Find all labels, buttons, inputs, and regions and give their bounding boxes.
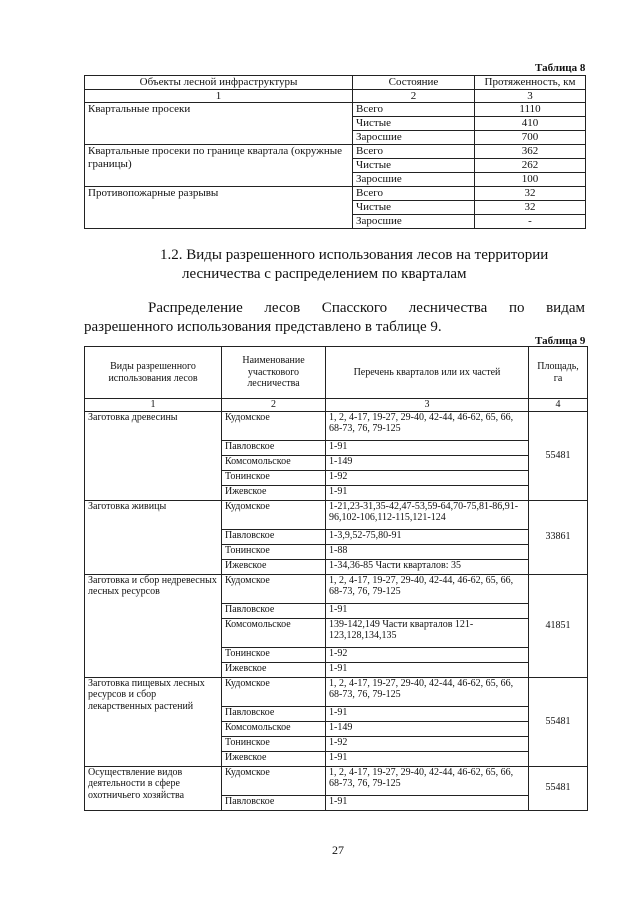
table9-forestry-cell: Комсомольское	[222, 618, 326, 647]
table9-row	[85, 411, 588, 440]
table9-quarters-cell: 1-88	[326, 544, 529, 559]
table8-state-cell: Заросшие	[353, 173, 475, 187]
table9-row	[85, 677, 588, 706]
table8-length-cell: 700	[475, 131, 586, 145]
table8-number-row	[85, 89, 586, 103]
table9-quarters-cell: 1-3,9,52-75,80-91	[326, 529, 529, 544]
table9-forestry-cell: Кудомское	[222, 574, 326, 603]
table9-forestry-cell: Ижевское	[222, 662, 326, 677]
table9-forestry-cell: Комсомольское	[222, 455, 326, 470]
table9-quarters-cell: 1-92	[326, 470, 529, 485]
table9-forestry-cell: Ижевское	[222, 559, 326, 574]
table9-use-cell: Осуществление видов деятельности в сфере охотничьего хозяйства	[85, 766, 222, 810]
table8-row	[85, 187, 586, 201]
table9-header-cell: Наименование участкового лесничества	[222, 347, 326, 399]
table9-use-cell: Заготовка пищевых лесных ресурсов и сбор лекарственных растений	[85, 677, 222, 766]
table8-state-cell: Чистые	[353, 117, 475, 131]
table9-forestry-cell: Тонинское	[222, 544, 326, 559]
table8-length-cell: 32	[475, 201, 586, 215]
table8-state-cell: Всего	[353, 103, 475, 117]
table9-quarters-cell: 1-91	[326, 440, 529, 455]
table9-number-cell: 4	[529, 399, 588, 412]
table8-header-cell: Объекты лесной инфраструктуры	[85, 76, 353, 90]
table9-header-row	[85, 347, 588, 399]
table9-forestry-cell: Комсомольскоe	[222, 721, 326, 736]
table9-quarters-cell: 1-91	[326, 662, 529, 677]
table9-area-cell: 55481	[529, 677, 588, 766]
table9-quarters-cell: 1, 2, 4-17, 19-27, 29-40, 42-44, 46-62, 65, 66, 68-73, 76, 79-125	[326, 766, 529, 795]
table9-number-cell: 2	[222, 399, 326, 412]
table8-length-cell: 1110	[475, 103, 586, 117]
table8-state-cell: Заросшие	[353, 131, 475, 145]
table9-quarters-cell: 1-91	[326, 706, 529, 721]
table9-use-cell: Заготовка древесины	[85, 411, 222, 500]
table8-state-cell: Чистые	[353, 201, 475, 215]
table9-number-cell: 3	[326, 399, 529, 412]
table9-forestry-cell: Кудомское	[222, 500, 326, 529]
table8-state-cell: Заросшие	[353, 215, 475, 229]
table8-object-cell: Противопожарные разрывы	[85, 187, 353, 229]
table9-quarters-cell: 1, 2, 4-17, 19-27, 29-40, 42-44, 46-62, 65, 66, 68-73, 76, 79-125	[326, 411, 529, 440]
table9-quarters-cell: 1-91	[326, 485, 529, 500]
table8-length-cell: 362	[475, 145, 586, 159]
table9-forestry-cell: Кудомское	[222, 766, 326, 795]
table9-forestry-cell: Ижевское	[222, 485, 326, 500]
table9-header-cell: Площадь, га	[529, 347, 588, 399]
table9-quarters-cell: 1-149	[326, 455, 529, 470]
table9-quarters-cell: 1-21,23-31,35-42,47-53,59-64,70-75,81-86,91-96,102-106,112-115,121-124	[326, 500, 529, 529]
table9-area-cell: 55481	[529, 411, 588, 500]
paragraph-line2: разрешенного использования представлено в таблице 9.	[84, 319, 442, 335]
table9-forestry-cell: Тонинское	[222, 647, 326, 662]
table8-header-cell: Состояние	[353, 76, 475, 90]
table8-length-cell: 100	[475, 173, 586, 187]
table9-forestry-cell: Павловское	[222, 529, 326, 544]
table9-forestry-cell: Тонинское	[222, 736, 326, 751]
table9-forestry-cell: Кудомское	[222, 677, 326, 706]
table8-length-cell: 410	[475, 117, 586, 131]
table9-number-cell: 1	[85, 399, 222, 412]
table8-header-row	[85, 76, 586, 90]
table8-state-cell: Всего	[353, 145, 475, 159]
table8-length-cell: 262	[475, 159, 586, 173]
table8-number-cell: 2	[353, 89, 475, 103]
table9-forestry-cell: Павловское	[222, 795, 326, 810]
table9-forestry-cell: Павловское	[222, 603, 326, 618]
table8-object-cell: Квартальные просеки	[85, 103, 353, 145]
table9	[84, 346, 588, 811]
page-number: 27	[332, 843, 344, 857]
table8-caption: Таблица 8	[535, 62, 586, 74]
table9-forestry-cell: Кудомское	[222, 411, 326, 440]
table9-quarters-cell: 1, 2, 4-17, 19-27, 29-40, 42-44, 46-62, 65, 66, 68-73, 76, 79-125	[326, 677, 529, 706]
table9-row	[85, 574, 588, 603]
table9-quarters-cell: 1-91	[326, 751, 529, 766]
table9-row	[85, 766, 588, 795]
table8-state-cell: Всего	[353, 187, 475, 201]
table8-number-cell: 3	[475, 89, 586, 103]
table8-length-cell: 32	[475, 187, 586, 201]
table9-quarters-cell: 1-91	[326, 603, 529, 618]
table8-row	[85, 145, 586, 159]
table9-quarters-cell: 1-92	[326, 736, 529, 751]
table9-row	[85, 500, 588, 529]
table9-use-cell: Заготовка и сбор недревесных лесных ресурсов	[85, 574, 222, 677]
section-title-line1: 1.2. Виды разрешенного использования лесов на территории	[160, 247, 549, 263]
table9-quarters-cell: 1-92	[326, 647, 529, 662]
table8-header-cell: Протяженность, км	[475, 76, 586, 90]
section-title-line2: лесничества с распределением по кварталам	[182, 266, 467, 282]
table9-quarters-cell: 1-149	[326, 721, 529, 736]
table9-quarters-cell: 1-91	[326, 795, 529, 810]
table9-number-row	[85, 399, 588, 412]
paragraph-line1: Распределение лесов Спасского лесничества по видам	[148, 300, 585, 316]
table9-quarters-cell: 1, 2, 4-17, 19-27, 29-40, 42-44, 46-62, 65, 66, 68-73, 76, 79-125	[326, 574, 529, 603]
table9-quarters-cell: 139-142,149 Части кварталов 121-123,128,134,135	[326, 618, 529, 647]
table9-forestry-cell: Ижевское	[222, 751, 326, 766]
table9-forestry-cell: Павловское	[222, 440, 326, 455]
table8	[84, 75, 586, 229]
table9-forestry-cell: Тонинское	[222, 470, 326, 485]
table9-area-cell: 33861	[529, 500, 588, 574]
table8-row	[85, 103, 586, 117]
table9-area-cell: 55481	[529, 766, 588, 810]
table9-forestry-cell: Павловское	[222, 706, 326, 721]
table9-area-cell: 41851	[529, 574, 588, 677]
table9-use-cell: Заготовка живицы	[85, 500, 222, 574]
table9-caption: Таблица 9	[535, 335, 586, 347]
table9-header-cell: Перечень кварталов или их частей	[326, 347, 529, 399]
table9-quarters-cell: 1-34,36-85 Части кварталов: 35	[326, 559, 529, 574]
table9-header-cell: Виды разрешенного использования лесов	[85, 347, 222, 399]
table8-object-cell: Квартальные просеки по границе квартала (окружные границы)	[85, 145, 353, 187]
table8-state-cell: Чистые	[353, 159, 475, 173]
table8-length-cell: -	[475, 215, 586, 229]
table8-number-cell: 1	[85, 89, 353, 103]
